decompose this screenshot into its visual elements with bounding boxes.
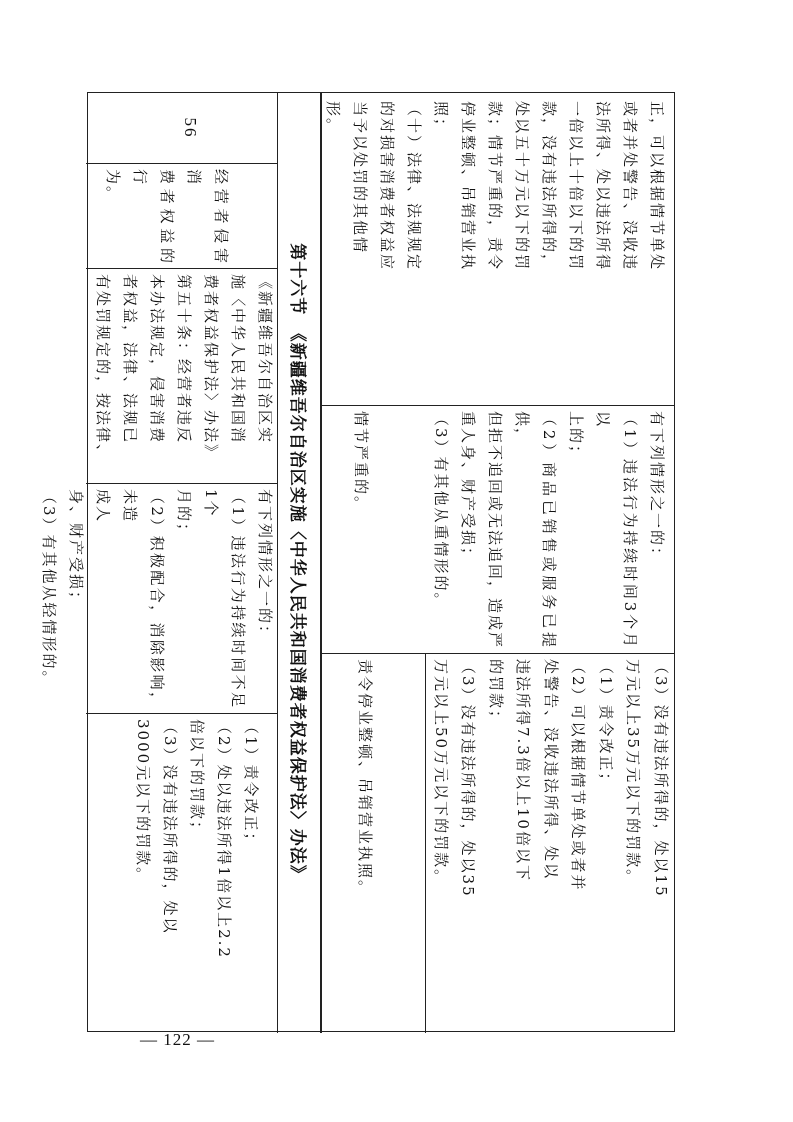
circumstance-line: 月的； xyxy=(175,489,193,541)
rotated-table xyxy=(40,92,675,1032)
law-text-line: 施〈中华人民共和国消 xyxy=(229,274,247,445)
page-number: — 122 — xyxy=(140,1030,215,1049)
circumstance-minor xyxy=(35,489,278,709)
law-text-line: 法所得、处以违法所得 xyxy=(594,101,612,272)
law-text-line: 有处罚规定的，按法律、 xyxy=(94,274,112,462)
table-frame xyxy=(40,92,675,1032)
law-text-line: 一倍以上十倍以下的罚 xyxy=(567,101,585,272)
violation-line: 费者权益的行 xyxy=(131,169,176,265)
penalty-line: （2）处以违法所得1倍以上2.2 xyxy=(215,719,233,959)
penalty-line: 的罚款； xyxy=(487,659,505,728)
law-text-line: （十）法律、法规规定 xyxy=(405,101,423,272)
penalty-line: （3）没有违法所得的，处以 xyxy=(161,719,179,935)
circumstance-line: 身、财产受损； xyxy=(67,489,85,609)
penalty-line: （2）可以根据情节单处或者并 xyxy=(569,659,588,892)
penalty-minor xyxy=(129,719,264,1029)
circumstance-line: （1）违法行为持续时间不足1个 xyxy=(202,489,247,709)
circumstance-line: （3）有其他从轻情形的。 xyxy=(40,489,58,688)
penalty-line: 万元以上50万元以下的罚款。 xyxy=(432,659,450,887)
law-text-line: 照； xyxy=(432,101,450,136)
law-text-upper xyxy=(319,101,670,397)
circumstance-severe xyxy=(347,411,374,649)
law-text-line: 停业整顿、吊销营业执 xyxy=(459,101,477,272)
penalty-line: （3）没有违法所得的，处以15 xyxy=(652,659,670,898)
circumstance-line: 但拒不追回或无法追回，造成严 xyxy=(486,411,504,650)
law-text-line: 当予以处罚的其他情 xyxy=(351,101,369,255)
col-divider xyxy=(322,405,674,406)
row-number: 56 xyxy=(181,117,200,139)
law-text-line: 或者并处警告、没收违 xyxy=(621,101,639,272)
law-text-line: 款，没有违法所得的， xyxy=(540,101,558,272)
section-title: 第十六节 《新疆维吾尔自治区实施〈中华人民共和国消费者权益保护法〉办法》 xyxy=(287,243,307,883)
col-divider xyxy=(322,653,674,654)
penalty-line: 违法所得7.3倍以上10倍以下 xyxy=(514,659,533,882)
law-text-line: 第五十条：经营者违反 xyxy=(175,274,193,445)
penalty-line: （3）没有违法所得的，处以35 xyxy=(459,659,478,898)
circumstance-line: 有下列情形之一的： xyxy=(256,489,274,643)
penalty-line: （1）责令改正； xyxy=(597,659,615,790)
penalty-line: 责令停业整顿、吊销营业执照。 xyxy=(356,659,374,898)
law-text-line: 本办法规定，侵害消费 xyxy=(148,274,166,445)
law-text-line: 形。 xyxy=(324,101,342,136)
circumstance-serious xyxy=(427,411,670,649)
circumstance-line: 有下列情形之一的： xyxy=(648,411,666,565)
penalty-line: 倍以下的罚款； xyxy=(188,719,206,839)
penalty-line: 3000元以下的罚款。 xyxy=(134,719,152,885)
law-text-lower xyxy=(89,274,278,480)
col-divider xyxy=(86,163,278,164)
col-divider xyxy=(86,483,278,484)
circumstance-line: 成人 xyxy=(94,489,112,524)
violation-text xyxy=(99,169,234,265)
circumstance-line: 重人身、财产受损； xyxy=(459,411,477,565)
circumstance-line: （2）积极配合，消除影响，未造 xyxy=(121,489,166,709)
circumstance-line: （1）违法行为持续时间3个月以 xyxy=(594,411,639,649)
col-divider xyxy=(86,713,278,714)
law-text-line: 正，可以根据情节单处 xyxy=(648,101,666,272)
law-text-line: 费者权益保护法〉办法》 xyxy=(202,274,220,462)
law-text-line: 者权益，法律、法规已 xyxy=(121,274,139,445)
circumstance-line: （3）有其他从重情形的。 xyxy=(432,411,450,610)
circumstance-line: 情节严重的。 xyxy=(352,411,370,514)
law-text-line: 《新疆维吾尔自治区实 xyxy=(256,274,274,445)
col-divider xyxy=(86,268,278,269)
penalty-line: （1）责令改正； xyxy=(242,719,260,850)
law-text-line: 款；情节严重的，责令 xyxy=(486,101,504,272)
penalty-serious xyxy=(427,659,675,1029)
law-text-line: 的对损害消费者权益应 xyxy=(378,101,396,272)
penalty-severe xyxy=(351,659,378,1029)
circumstance-line: 上的； xyxy=(567,411,585,463)
violation-line: 为。 xyxy=(104,169,122,204)
violation-line: 经营者侵害消 xyxy=(185,169,230,265)
law-text-line: 处以五十万元以下的罚 xyxy=(513,101,531,272)
penalty-line: 万元以上35万元以下的罚款。 xyxy=(624,659,643,887)
circumstance-line: （2）商品已销售或服务已提供， xyxy=(513,411,558,649)
penalty-line: 处警告、没收违法所得、处以 xyxy=(542,659,560,881)
